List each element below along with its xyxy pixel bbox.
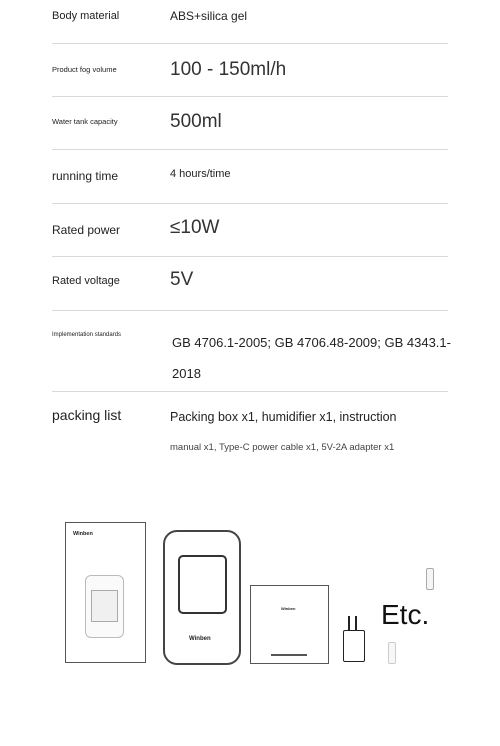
spec-label: Body material	[52, 10, 120, 22]
type-c-cable-connector-image	[426, 568, 434, 590]
spec-value: ≤10W	[170, 217, 220, 238]
spec-row-tank-capacity	[52, 97, 448, 150]
spec-row-standards	[52, 311, 451, 392]
spec-label: Implementation standards	[52, 332, 122, 338]
type-c-cable-plug-image	[388, 642, 396, 664]
spec-row-rated-voltage	[52, 257, 448, 311]
humidifier-brand: Winben	[189, 636, 211, 642]
spec-label: running time	[52, 169, 119, 183]
packing-list-line-2: manual x1, Type-C power cable x1, 5V-2A adapter x1	[170, 442, 395, 453]
spec-row-fog-volume	[52, 44, 448, 97]
manual-brand: Winben	[73, 531, 93, 537]
spec-row-rated-power	[52, 204, 448, 257]
spec-label: Rated voltage	[52, 275, 120, 287]
box-barcode-line	[271, 654, 307, 656]
manual-cover-window	[91, 590, 118, 622]
packing-list-line-1: Packing box x1, humidifier x1, instruction	[170, 410, 397, 424]
box-brand: Winben	[281, 606, 296, 611]
adapter-prong-right	[355, 616, 357, 630]
spec-value: 500ml	[170, 111, 222, 132]
package-contents-illustration	[0, 500, 500, 700]
spec-value: ABS+silica gel	[170, 9, 248, 23]
adapter-prong-left	[348, 616, 350, 630]
power-adapter-image	[341, 616, 365, 661]
spec-value: 100 - 150ml/h	[170, 59, 287, 80]
packing-list-row	[52, 392, 448, 502]
manual-cover-product-picture	[85, 575, 124, 638]
humidifier-water-window	[178, 555, 227, 614]
spec-value: GB 4706.1-2005; GB 4706.48-2009; GB 4343.1-2018	[172, 335, 451, 381]
spec-table	[52, 0, 451, 502]
adapter-body	[343, 630, 365, 662]
packing-box-image	[250, 585, 329, 664]
packing-list-label: packing list	[52, 407, 122, 423]
spec-row-running-time	[52, 150, 448, 204]
spec-label: Rated power	[52, 223, 121, 237]
spec-label: Water tank capacity	[52, 117, 118, 126]
etc-label: Etc.	[381, 599, 430, 630]
instruction-manual-image	[65, 522, 146, 663]
spec-value: 5V	[170, 269, 194, 290]
spec-row-body-material	[52, 0, 448, 44]
spec-value: 4 hours/time	[170, 168, 231, 180]
humidifier-image	[163, 530, 241, 665]
spec-label: Product fog volume	[52, 65, 117, 74]
